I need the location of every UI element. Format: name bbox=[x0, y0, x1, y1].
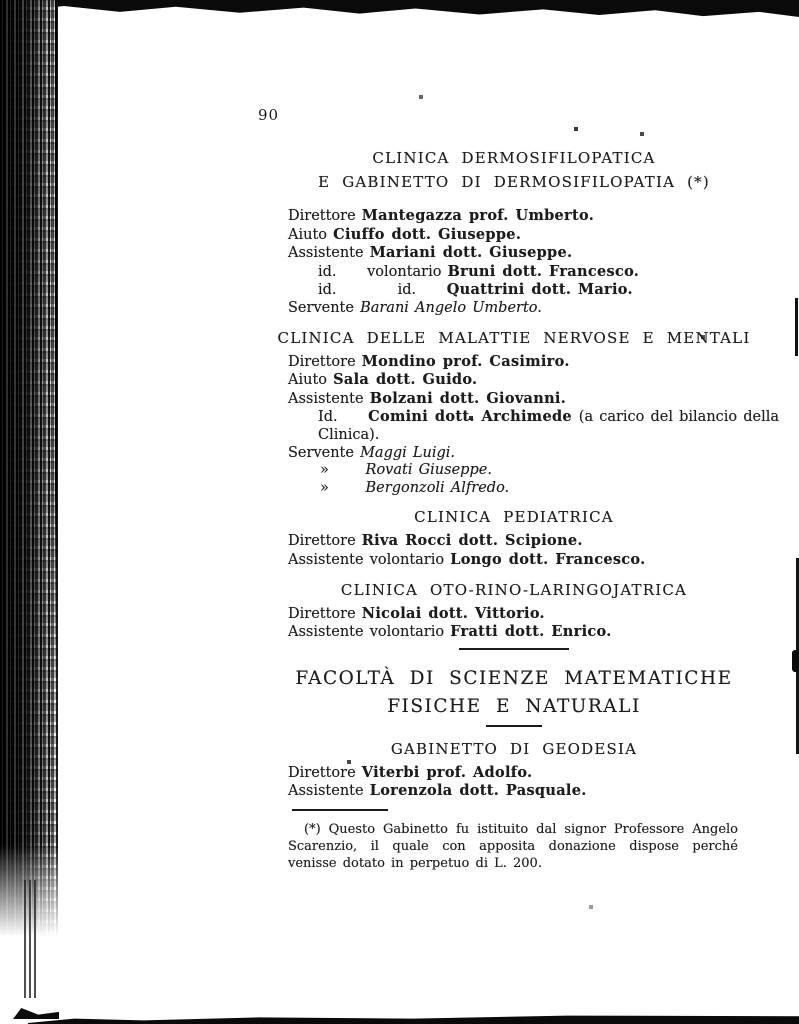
role-label: Assistente bbox=[288, 390, 370, 407]
role-label: Assistente bbox=[288, 245, 370, 262]
role-label: Id. bbox=[318, 409, 369, 426]
staff-entry bbox=[288, 427, 740, 445]
section-heading-line: CLINICA DERMOSIFILOPATICA bbox=[372, 149, 656, 167]
role-label: Assistente bbox=[288, 783, 370, 800]
staff-entry bbox=[288, 244, 740, 263]
scan-left-binding-fade bbox=[0, 845, 72, 960]
scan-left-binding-tail bbox=[24, 880, 36, 998]
person-name: Viterbi prof. Adolfo. bbox=[361, 763, 533, 781]
staff-entry bbox=[288, 353, 740, 372]
role-label: Direttore bbox=[288, 353, 362, 370]
staff-entry bbox=[288, 226, 740, 245]
staff-entry bbox=[288, 551, 740, 570]
person-name: Comini dott. Archimede bbox=[368, 408, 579, 426]
role-label: Direttore bbox=[288, 605, 362, 622]
role-label: Direttore bbox=[288, 208, 362, 224]
person-name: Mantegazza prof. Umberto. bbox=[361, 207, 595, 224]
section-heading-line: CLINICA PEDIATRICA bbox=[414, 508, 614, 527]
staff-entry bbox=[288, 605, 740, 624]
staff-entry bbox=[288, 764, 740, 783]
faculty-heading bbox=[288, 665, 740, 721]
person-name: Bruni dott. Francesco. bbox=[447, 262, 640, 280]
staff-list bbox=[288, 352, 780, 498]
staff-list bbox=[288, 764, 740, 801]
section-heading bbox=[288, 737, 740, 761]
staff-list bbox=[288, 532, 740, 569]
person-name: Quattrini dott. Mario. bbox=[446, 281, 633, 299]
role-label: (a carico del bilancio della bbox=[578, 409, 780, 426]
person-name: Bolzani dott. Giovanni. bbox=[369, 389, 567, 407]
person-name-italic: Maggi Luigi. bbox=[360, 444, 456, 461]
person-name-italic: Bergonzoli Alfredo. bbox=[365, 479, 510, 496]
person-name: Mariani dott. Giuseppe. bbox=[369, 244, 573, 262]
staff-entry bbox=[288, 371, 740, 390]
person-name: Sala dott. Guido. bbox=[333, 371, 478, 389]
scan-top-edge bbox=[0, 0, 799, 17]
person-name: Nicolai dott. Vittorio. bbox=[361, 604, 545, 622]
staff-entry bbox=[288, 623, 740, 642]
scan-right-mark-upper bbox=[795, 298, 798, 356]
role-label: Direttore bbox=[288, 533, 362, 550]
section-heading bbox=[288, 146, 740, 194]
content-flow bbox=[277, 146, 780, 801]
person-name: Ciuffo dott. Giuseppe. bbox=[333, 225, 522, 243]
section-heading-line: FACOLTÀ DI SCIENZE MATEMATICHE bbox=[295, 667, 733, 689]
staff-entry bbox=[288, 445, 740, 463]
staff-entry bbox=[288, 408, 780, 427]
role-label: Aiuto bbox=[288, 226, 334, 243]
scan-left-binding-line bbox=[55, 0, 57, 690]
role-label: Assistente volontario bbox=[288, 624, 451, 641]
section-heading-line: CLINICA DELLE MALATTIE NERVOSE E MENTALI bbox=[277, 328, 751, 347]
role-label: Clinica). bbox=[318, 426, 380, 443]
staff-entry bbox=[288, 390, 740, 409]
section-clinica-oto-rino-laringojatrica bbox=[288, 578, 740, 642]
section-heading-line: FISICHE E NATURALI bbox=[387, 695, 641, 717]
person-name: Longo dott. Francesco. bbox=[450, 550, 646, 568]
scan-bottom-corner-mark bbox=[13, 1008, 59, 1019]
person-name: Fratti dott. Enrico. bbox=[450, 623, 612, 641]
divider-rule bbox=[459, 648, 569, 650]
role-label: » bbox=[320, 462, 366, 479]
person-name: Riva Rocci dott. Scipione. bbox=[361, 532, 583, 550]
role-label: id. id. bbox=[318, 282, 447, 299]
staff-entry bbox=[288, 207, 740, 226]
page-number: 90 bbox=[258, 106, 280, 124]
section-heading bbox=[277, 326, 751, 350]
staff-entry bbox=[288, 263, 740, 282]
role-label: » bbox=[320, 479, 366, 496]
footnote-separator bbox=[292, 809, 388, 811]
role-label: id. volontario bbox=[318, 263, 448, 280]
role-label: Servente bbox=[288, 299, 361, 316]
person-name: Lorenzola dott. Pasquale. bbox=[369, 782, 587, 800]
faculty-divider-rule bbox=[486, 725, 542, 727]
section-clinica-pediatrica bbox=[288, 505, 740, 569]
section-clinica-delle-malattie-nervose-e-mentali bbox=[277, 326, 780, 498]
page-content bbox=[277, 146, 780, 872]
staff-list bbox=[288, 207, 740, 318]
section-heading bbox=[288, 505, 740, 529]
staff-entry bbox=[288, 462, 740, 480]
role-label: Direttore bbox=[288, 764, 362, 781]
section-heading-line: E GABINETTO DI DERMOSIFILOPATIA (*) bbox=[318, 173, 710, 191]
scan-left-binding bbox=[0, 0, 58, 958]
scan-right-blob bbox=[792, 650, 799, 672]
section-heading bbox=[288, 578, 740, 602]
footnote-text: (*) Questo Gabinetto fu istituito dal signor Professore Angelo Scarenzio, il quale con apposita donazione dispose perché venisse dotato in perpetuo di L. 200. bbox=[288, 821, 738, 871]
staff-entry bbox=[288, 281, 740, 300]
staff-entry bbox=[288, 782, 740, 801]
scan-bottom-edge bbox=[28, 1012, 799, 1024]
section-heading-line: CLINICA OTO-RINO-LARINGOJATRICA bbox=[340, 580, 688, 599]
person-name-italic: Rovati Giuseppe. bbox=[365, 462, 492, 479]
section-clinica-dermosifilopatica bbox=[288, 146, 740, 318]
section-heading-line: GABINETTO DI GEODESIA bbox=[390, 739, 638, 758]
person-name-italic: Barani Angelo Umberto. bbox=[360, 299, 542, 316]
role-label: Aiuto bbox=[288, 372, 334, 389]
person-name: Mondino prof. Casimiro. bbox=[361, 352, 570, 370]
staff-entry bbox=[288, 532, 740, 551]
section-gabinetto-di-geodesia bbox=[288, 737, 740, 801]
staff-list bbox=[288, 605, 740, 642]
role-label: Assistente volontario bbox=[288, 551, 451, 568]
staff-entry bbox=[288, 300, 740, 318]
role-label: Servente bbox=[288, 444, 361, 461]
staff-entry bbox=[288, 480, 740, 498]
